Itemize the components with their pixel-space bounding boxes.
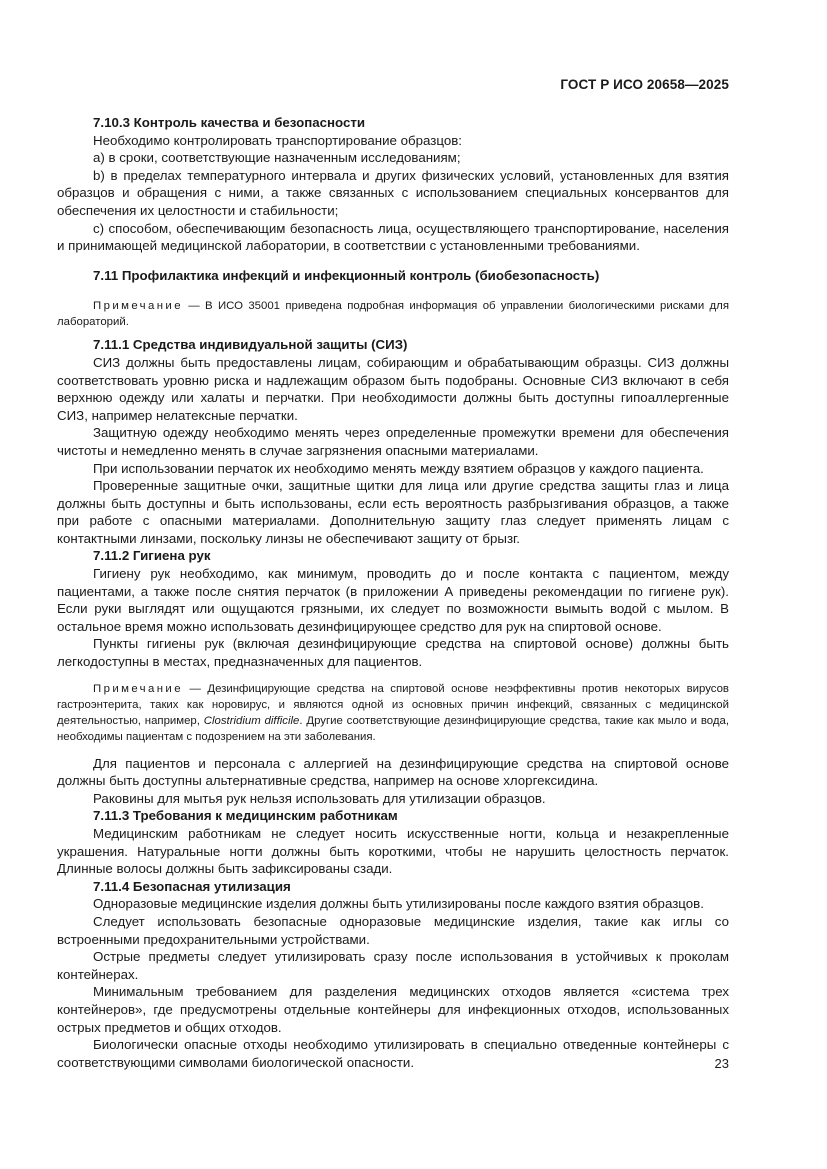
paragraph: Минимальным требованием для разделения медицинских отходов является «система трех контейнеров», где предусмотрены отдельные контейнеры для инфекционных отходов, использованных острых предметов и общих отходов. <box>57 984 729 1035</box>
section-title-7-11-3: 7.11.3 Требования к медицинским работникам <box>93 808 398 824</box>
paragraph: Защитную одежду необходимо менять через определенные промежутки времени для обеспечения чистоты и немедленно менять в случае загрязнения опасными материалами. <box>57 425 729 458</box>
document-code-header: ГОСТ Р ИСО 20658—2025 <box>560 77 729 92</box>
document-body <box>57 114 729 1071</box>
note-text: . Другие соответствующие дезинфицирующие средства, такие как мыло и вода, необходимы пациентам с подозрением на эти заболевания. <box>57 714 729 743</box>
paragraph: СИЗ должны быть предоставлены лицам, собирающим и обрабатывающим образцы. СИЗ должны соответствовать уровню риска и надлежащим образом быть подобраны. Основные СИЗ включают в себя верхнюю одежду или халаты и перчатки. При необходимости должны быть доступны гипоаллергенные СИЗ, например нелатексные перчатки. <box>57 354 729 423</box>
list-item-c: c) способом, обеспечивающим безопасность лица, осуществляющего транспортирование, населения и принимающей медицинской лаборатории, в соответствии с установленными требованиями. <box>57 220 729 254</box>
note-text: — В ИСО 35001 приведена подробная информация об управлении биологическими рисками для лабораторий. <box>57 300 729 329</box>
section-title-7-11-4: 7.11.4 Безопасная утилизация <box>93 878 291 894</box>
paragraph: Раковины для мытья рук нельзя использовать для утилизации образцов. <box>93 790 546 806</box>
paragraph: Необходимо контролировать транспортирование образцов: <box>93 132 463 148</box>
list-item-a: a) в сроки, соответствующие назначенным исследованиям; <box>93 150 461 166</box>
note-text: — Дезинфицирующие средства на спиртовой основе неэффективны против некоторых вирусов гастроэнтерита, таких как норовирус, и являются одной из основных причин инфекций, связанных с медицинской деятельностью, например, <box>57 682 729 727</box>
section-title-7-11-2: 7.11.2 Гигиена рук <box>93 548 211 564</box>
note-label: Примечание <box>93 682 183 695</box>
paragraph: Следует использовать безопасные одноразовые медицинские изделия, такие как иглы со встроенными предохранительными устройствами. <box>57 913 729 947</box>
paragraph: Острые предметы следует утилизировать сразу после использования в устойчивых к проколам контейнерах. <box>57 949 729 982</box>
page-number: 23 <box>714 1056 729 1071</box>
list-item-b: b) в пределах температурного интервала и других физических условий, установленных для взятия образцов и обращения с ними, а также связанных с использованием специальных консервантов для обеспечения их целостности и стабильности; <box>57 167 729 218</box>
paragraph: Медицинским работникам не следует носить искусственные ногти, кольца и незакрепленные украшения. Натуральные ногти должны быть короткими, чтобы не нарушить целостность перчаток. Длинные волосы должны быть зафиксированы сзади. <box>57 826 729 877</box>
note-italic-term: Clostridium difficile <box>203 714 300 727</box>
paragraph: Проверенные защитные очки, защитные щитки для лица или другие средства защиты глаз и лица должны быть доступны и быть использованы, если есть вероятность разбрызгивания образцов, а также при работе с опасными материалами. Дополнительную защиту глаз следует применять лицам с контактными линзами, поскольку линзы не обеспечивают защиту от брызг. <box>57 478 729 546</box>
note-label: Примечание <box>93 300 183 313</box>
paragraph: При использовании перчаток их необходимо менять между взятием образцов у каждого пациента. <box>93 460 704 476</box>
section-title-7-11: 7.11 Профилактика инфекций и инфекционный контроль (биобезопасность) <box>93 267 600 283</box>
section-title-7-10-3: 7.10.3 Контроль качества и безопасности <box>93 115 366 130</box>
section-title-7-11-1: 7.11.1 Средства индивидуальной защиты (СИЗ) <box>93 337 408 353</box>
paragraph: Пункты гигиены рук (включая дезинфицирующие средства на спиртовой основе) должны быть легкодоступны в местах, предназначенных для пациентов. <box>57 636 729 670</box>
paragraph: Одноразовые медицинские изделия должны быть утилизированы после каждого взятия образцов. <box>93 896 704 912</box>
paragraph: Для пациентов и персонала с аллергией на дезинфицирующие средства на спиртовой основе должны быть доступны альтернативные средства, например на основе хлоргексидина. <box>57 755 729 789</box>
note <box>57 298 729 330</box>
note <box>57 681 729 745</box>
paragraph: Гигиену рук необходимо, как минимум, проводить до и после контакта с пациентом, между пациентами, а также после снятия перчаток (в приложении А приведены рекомендации по гигиене рук). Если руки выглядят или ощущаются грязными, их следует по возможности вымыть водой с мылом. В остальное время можно использовать дезинфицирующее средство для рук на спиртовой основе. <box>57 566 729 634</box>
paragraph: Биологически опасные отходы необходимо утилизировать в специально отведенные контейнеры с соответствующими символами биологической опасности. <box>57 1037 729 1070</box>
